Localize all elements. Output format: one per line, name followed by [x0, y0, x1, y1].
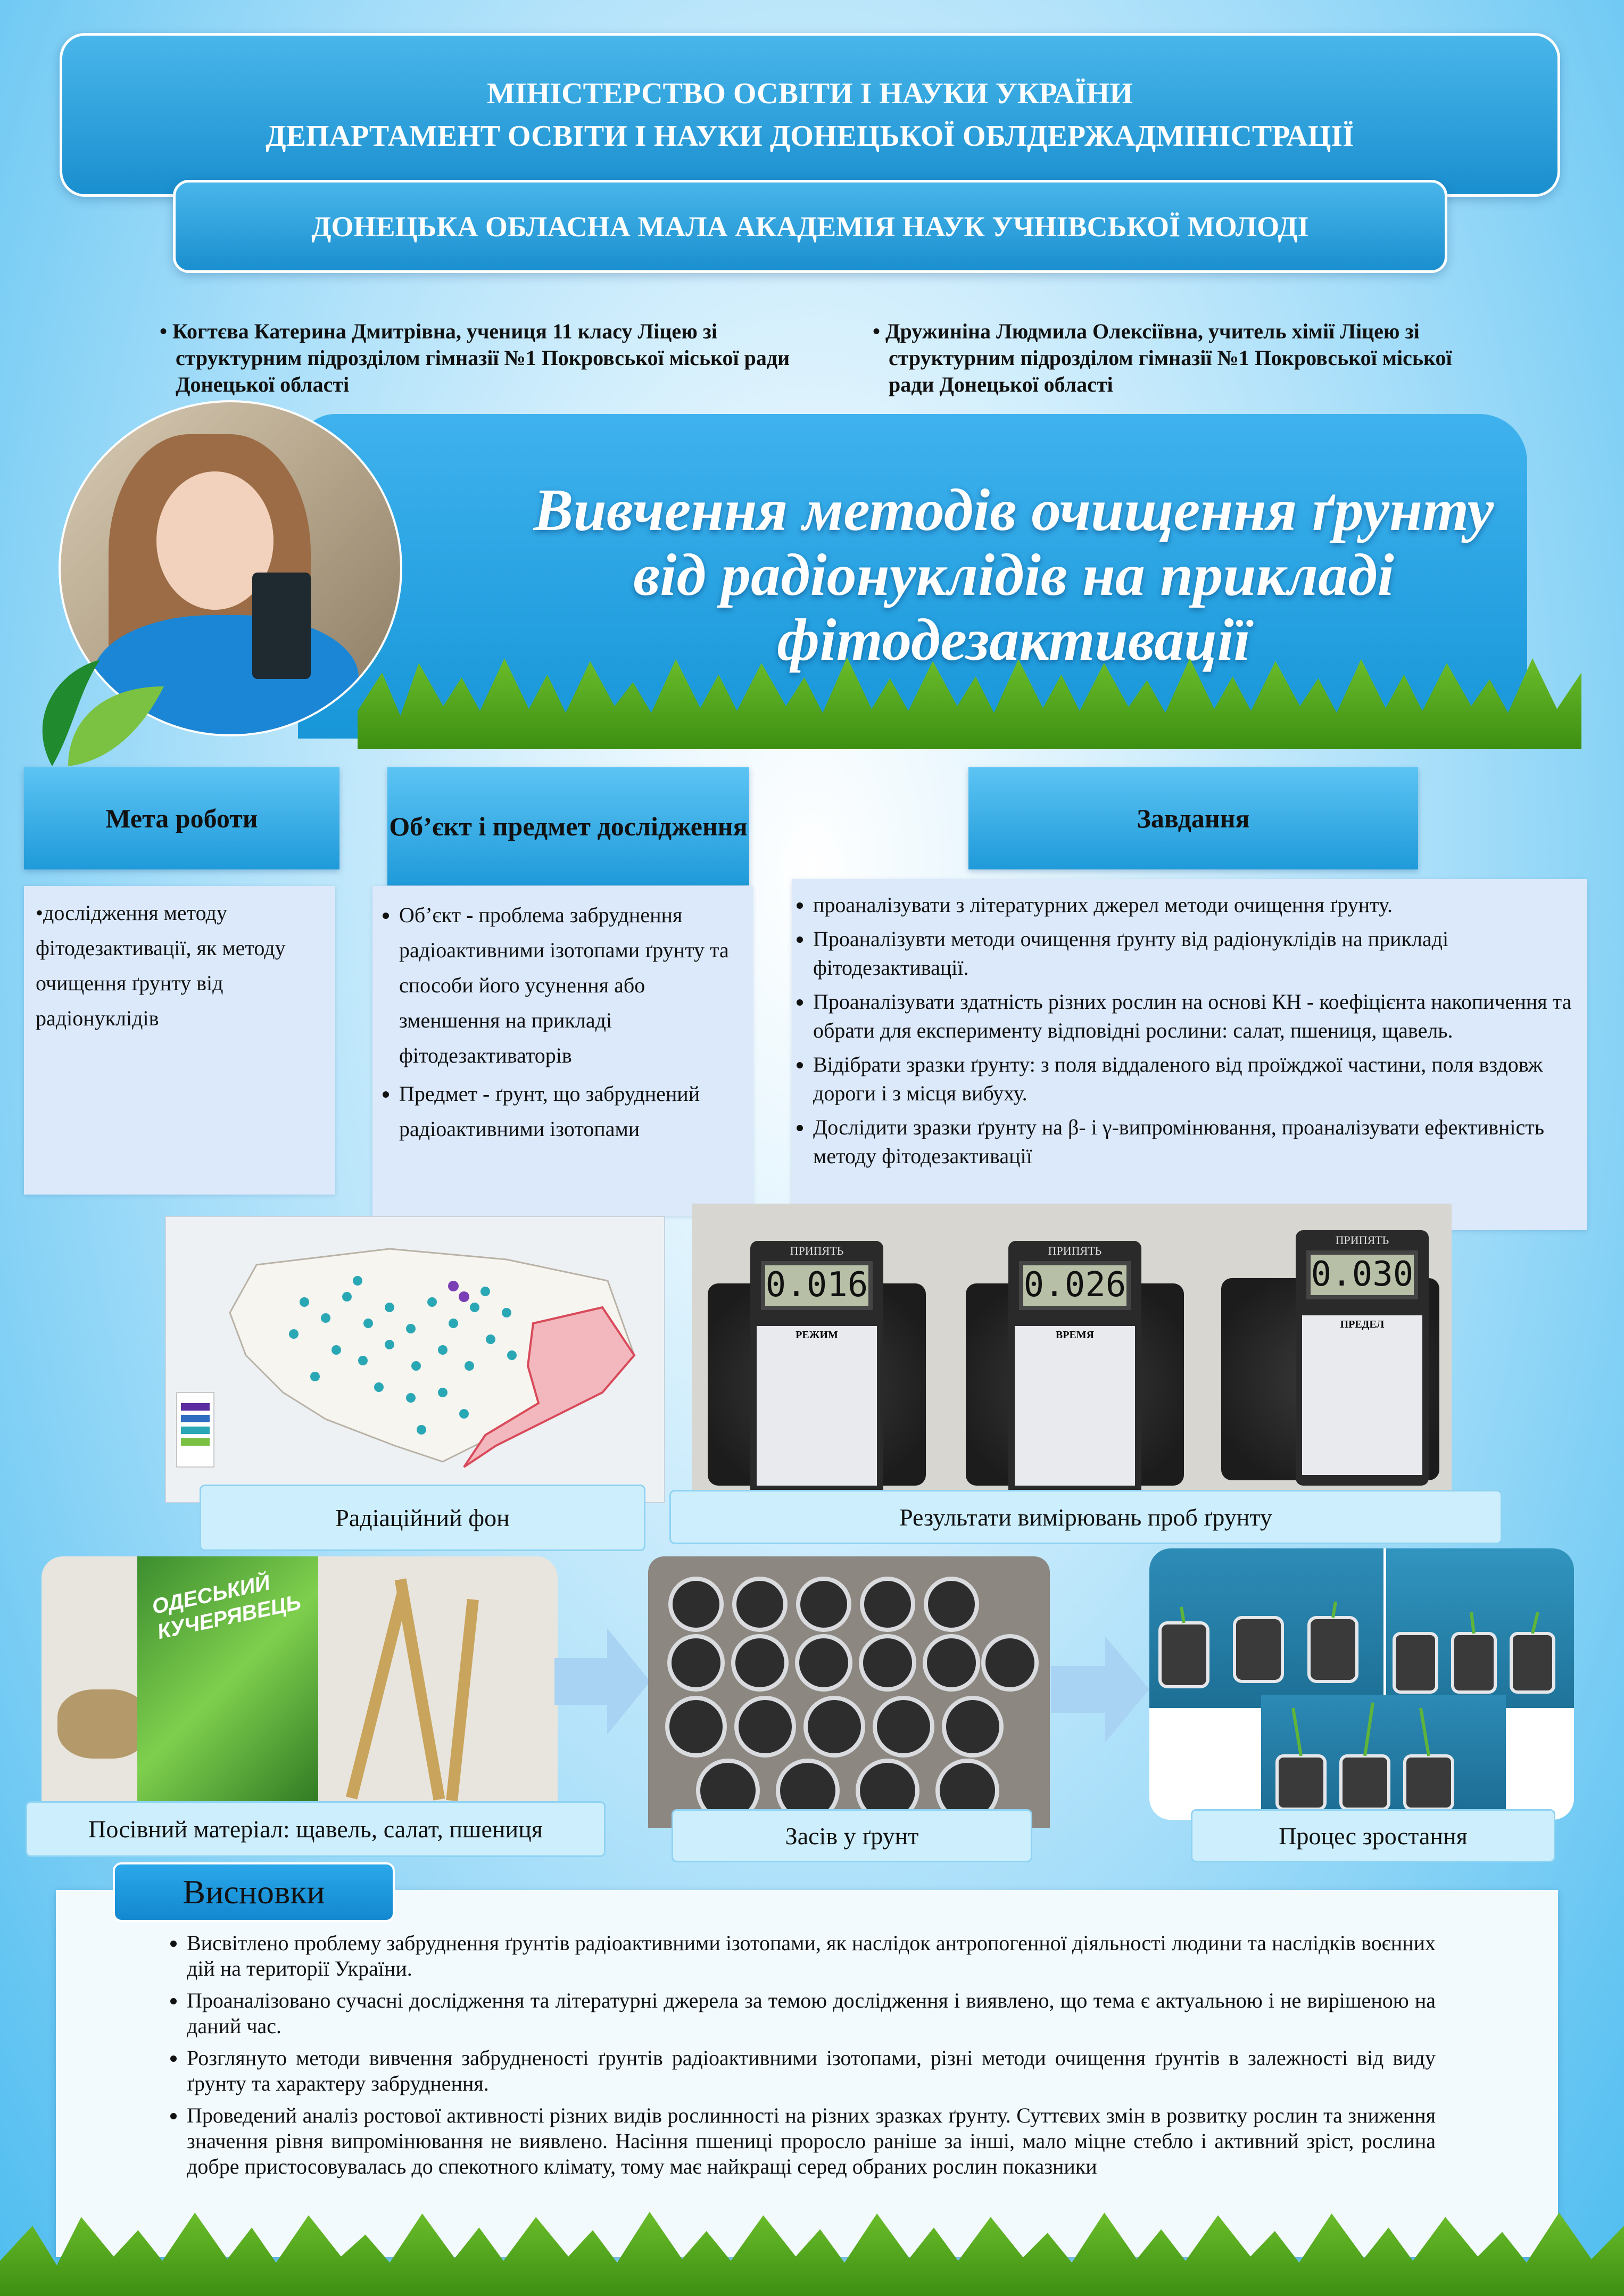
object-list — [384, 898, 741, 1147]
seed-caption: Посівний матеріал: щавель, салат, пшениця — [26, 1801, 606, 1857]
conclusion-item: • Проведений аналіз ростової активності різних видів рослинності на різних зразках ґрунту. Суттєвих змін в розвитку рослин та зниження значення рівня випромінювання не виявлено. Насіння пшениці проросло раніше за інші, мало міцне стебло і активний зріст, рослина добре пристосовувалась до спекотного клімату, тому має найкращі серед обраних рослин показники — [187, 2103, 1436, 2179]
arrow-icon — [1051, 1636, 1149, 1743]
seed-packet-text: ОДЕСЬКИЙ КУЧЕРЯВЕЦЬ — [150, 1571, 303, 1644]
student-author: • Когтєва Катерина Дмитрівна, учениця 11 класу Ліцею зі структурним підрозділом гімназії №1 Покровської міської ради Донецької області — [160, 319, 790, 396]
object-item: • Об’єкт - проблема забруднення радіоактивними ізотопами ґрунту та способи його усунення або зменшення на прикладі фітодезактиваторів — [399, 898, 741, 1073]
task-item: • Відібрати зразки ґрунту: з поля віддаленого від проїжджої частини, поля вздовж дороги і з місця вибуху. — [813, 1050, 1576, 1108]
sowing-caption: Засів у ґрунт — [672, 1809, 1032, 1862]
conclusions-list — [168, 1930, 1436, 2179]
tasks-list — [797, 891, 1576, 1171]
growth-caption: Процес зростання — [1191, 1809, 1555, 1862]
conclusions-box — [56, 1890, 1558, 2257]
meter-reading: 0.016 — [761, 1261, 873, 1310]
task-item: • Дослідити зразки ґрунту на β- і γ-випромінювання, проаналізувати ефективність методу фітодезактивації — [813, 1113, 1576, 1171]
meter-reading: 0.026 — [1019, 1261, 1131, 1310]
seed-photo — [42, 1556, 558, 1806]
radiation-map — [165, 1216, 665, 1503]
subject-item: • Предмет - ґрунт, що забруднений радіоактивними ізотопами — [399, 1076, 741, 1147]
task-item: • проаналізувати з літературних джерел методи очищення ґрунту. — [813, 891, 1576, 919]
conclusion-item: • Висвітлено проблему забруднення ґрунтів радіоактивними ізотопами, як наслідок антропогенної діяльності людини та наслідків воєнних дій на території України. — [187, 1930, 1436, 1982]
task-item: • Проаналізувати здатність різних рослин на основі КН - коефіцієнта накопичення та обрати для експерименту відповідні рослини: салат, пшениця, щавель. — [813, 988, 1576, 1045]
tasks-box — [792, 879, 1587, 1230]
task-item: • Проаналізувти методи очищення ґрунту від радіонуклідів на прикладі фітодезактивації. — [813, 925, 1576, 982]
map-caption: Радіаційний фон — [200, 1485, 645, 1551]
teacher-author: • Дружиніна Людмила Олексіївна, учитель хімії Ліцею зі структурним підрозділом гімназії №1 Покровської міської ради Донецької області — [873, 319, 1452, 396]
poster-title: Вивчення методів очищення ґрунту від радіонуклідів на прикладі фітодезактивації — [533, 477, 1494, 673]
ministry-banner — [60, 33, 1560, 197]
sowing-photo — [648, 1556, 1050, 1828]
conclusion-item: • Проаналізовано сучасні дослідження та літературні джерела за темою дослідження і виявлено, що тема є актуальною і не вирішеною на даний час. — [187, 1988, 1436, 2039]
meter-photos: ПРИПЯТЬ 0.016 РЕЖИМ ПРИПЯТЬ 0.026 ВРЕМЯ ПРИПЯТЬ 0.030 ПРЕДЕЛ — [692, 1204, 1452, 1490]
department-line: ДЕПАРТАМЕНТ ОСВІТИ І НАУКИ ДОНЕЦЬКОЇ ОБЛДЕРЖАДМІНІСТРАЦІЇ — [266, 120, 1354, 153]
goal-box — [24, 886, 335, 1195]
meter-caption: Результати вимірювань проб ґрунту — [669, 1490, 1502, 1544]
ministry-line: МІНІСТЕРСТВО ОСВІТИ І НАУКИ УКРАЇНИ — [487, 77, 1133, 110]
growth-photo — [1149, 1548, 1574, 1820]
meter-reading: 0.030 — [1306, 1250, 1418, 1299]
academy-banner — [173, 180, 1447, 273]
conclusion-item: • Розглянуто методи вивчення забрудненості ґрунтів радіоактивними ізотопами, різні методи очищення ґрунтів в залежності від виду ґрунту та характеру забруднення. — [187, 2045, 1436, 2096]
title-panel — [298, 414, 1527, 739]
object-heading: Об’єкт і предмет дослідження — [387, 767, 749, 885]
meter-brand: ПРИПЯТЬ — [790, 1244, 844, 1257]
academy-line: ДОНЕЦЬКА ОБЛАСНА МАЛА АКАДЕМІЯ НАУК УЧНІВСЬКОЇ МОЛОДІ — [311, 210, 1309, 243]
leaf-icon — [36, 628, 169, 772]
tasks-heading: Завдання — [968, 767, 1418, 869]
goal-heading: Мета роботи — [24, 767, 339, 869]
arrow-icon — [554, 1628, 650, 1735]
object-box — [372, 886, 753, 1216]
goal-text: •дослідження методу фітодезактивації, як методу очищення ґрунту від радіонуклідів — [36, 901, 286, 1030]
conclusions-heading: Висновки — [113, 1862, 395, 1922]
